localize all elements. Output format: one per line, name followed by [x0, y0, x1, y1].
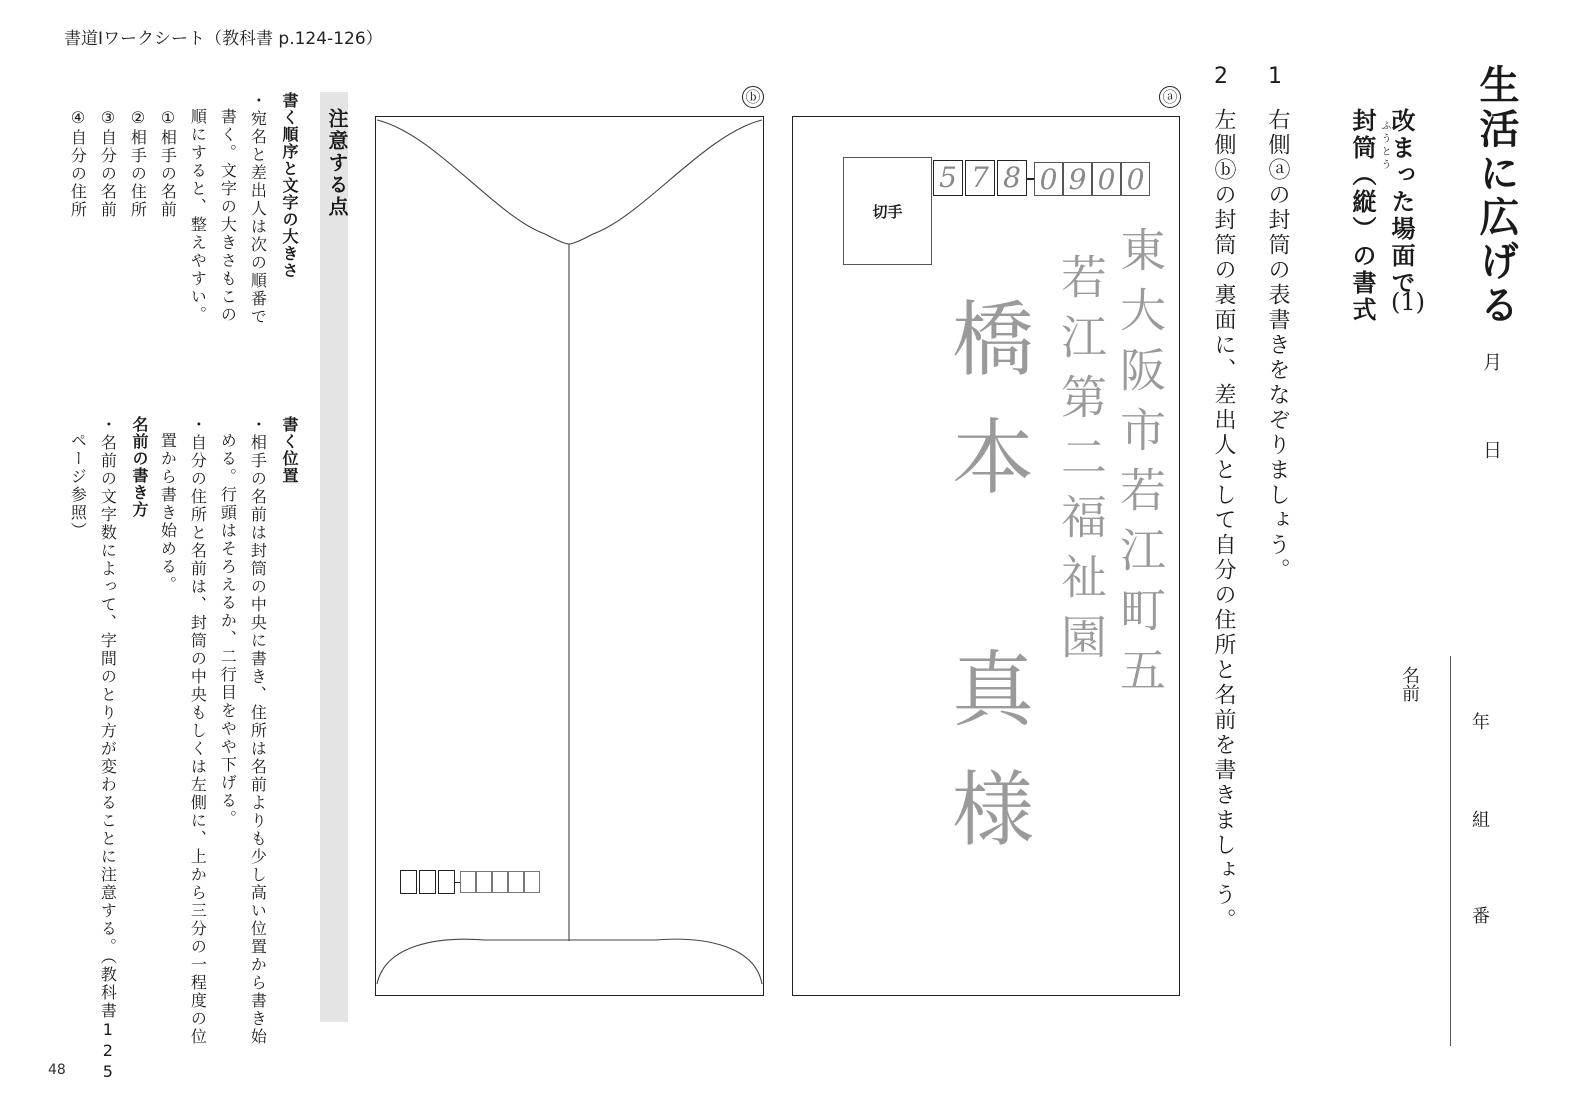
note-list-item: ①相手の名前	[158, 108, 178, 219]
note-line: ・相手の名前は封筒の中央に書き、住所は名前よりも少し高い位置から書き始	[248, 416, 268, 1046]
page-title: 生活に広げる	[1473, 64, 1519, 328]
note-list-item: ②相手の住所	[128, 108, 148, 219]
note-line: 書く。文字の大きさもこの	[218, 108, 238, 324]
note-line: める。行頭はそろえるか、二行目をやや下げる。	[218, 432, 238, 828]
postal-code-digit-2[interactable]: 7	[965, 160, 995, 196]
stamp-label: 切手	[872, 202, 903, 221]
postal-code-digit-6[interactable]: 0	[1092, 162, 1121, 196]
worksheet-header: 書道Ⅰワークシート（教科書 p.124-126）	[64, 29, 383, 49]
note-line: ・名前の文字数によって、字間のとり方が変わることに注意する。（教科書125	[98, 416, 118, 1083]
sender-postal-box-8[interactable]	[524, 871, 540, 893]
student-number-label: 番	[1469, 906, 1490, 924]
postal-code-digit-1[interactable]: 5	[933, 160, 963, 196]
page-number: 48	[48, 1062, 66, 1078]
subtitle-line1: 改まった場面で	[1387, 108, 1416, 297]
notes-title: 注意する点	[325, 108, 349, 218]
sender-postal-box-6[interactable]	[492, 871, 508, 893]
sender-postal-box-4[interactable]	[460, 871, 476, 893]
recipient-name-char-3[interactable]: 真	[952, 643, 1035, 738]
postal-code-digit-5[interactable]: 9	[1063, 162, 1092, 196]
subtitle-line2: 封筒（縦）の書式	[1348, 108, 1377, 324]
recipient-honorific[interactable]: 様	[952, 763, 1035, 858]
note-line: ・宛名と差出人は次の順番で	[248, 92, 268, 326]
date-day: 日	[1480, 440, 1502, 459]
instruction-1-text: 右側ⓐの封筒の表書きをなぞりましょう。	[1265, 108, 1290, 583]
year-label: 年	[1469, 712, 1490, 730]
sender-postal-box-3[interactable]	[438, 870, 455, 894]
recipient-name-char-1[interactable]: 橋	[952, 293, 1035, 388]
class-label: 組	[1469, 810, 1490, 828]
date-month: 月	[1480, 352, 1502, 371]
instruction-2-number: 2	[1214, 64, 1228, 89]
postal-code-digit-4[interactable]: 0	[1034, 162, 1063, 196]
envelope-b-label: ⓑ	[742, 86, 764, 108]
notes-heading-position: 書く位置	[280, 416, 299, 484]
subtitle-number: (1)	[1391, 288, 1425, 316]
postal-code-digit-7[interactable]: 0	[1121, 162, 1150, 196]
postal-code-digit-3[interactable]: 8	[997, 160, 1027, 196]
note-line: ・自分の住所と名前は、封筒の中央もしくは左側に、上から三分の一程度の位	[188, 416, 208, 1046]
note-line: 順にすると、整えやすい。	[188, 108, 208, 324]
name-label: 名前	[1399, 666, 1420, 702]
instruction-1-number: 1	[1268, 64, 1282, 89]
note-line: ページ参照）	[68, 432, 88, 540]
subtitle-ruby: ふうとう	[1379, 120, 1390, 172]
recipient-address-line2[interactable]: 若江第二福祉園	[1054, 253, 1108, 673]
postal-code-hyphen	[1027, 178, 1034, 180]
recipient-address-line1[interactable]: 東大阪市若江町五	[1113, 226, 1167, 706]
envelope-flap-lines	[375, 116, 764, 996]
sender-postal-box-1[interactable]	[400, 870, 417, 894]
envelope-a-label: ⓐ	[1159, 86, 1181, 108]
stamp-box	[843, 157, 932, 265]
note-list-item: ③自分の名前	[98, 108, 118, 219]
notes-title-bar	[320, 92, 348, 1022]
note-line: 置から書き始める。	[158, 432, 178, 594]
notes-heading-order: 書く順序と文字の大きさ	[280, 92, 299, 279]
sender-postal-box-2[interactable]	[419, 870, 436, 894]
sender-postal-box-7[interactable]	[508, 871, 524, 893]
recipient-name-char-2[interactable]: 本	[952, 411, 1035, 506]
notes-heading-name: 名前の書き方	[130, 416, 149, 518]
name-field-divider	[1450, 656, 1451, 1046]
sender-postal-box-5[interactable]	[476, 871, 492, 893]
note-list-item: ④自分の住所	[68, 108, 88, 219]
instruction-2-text: 左側ⓑの封筒の裏面に、差出人として自分の住所と名前を書きましょう。	[1211, 108, 1236, 933]
